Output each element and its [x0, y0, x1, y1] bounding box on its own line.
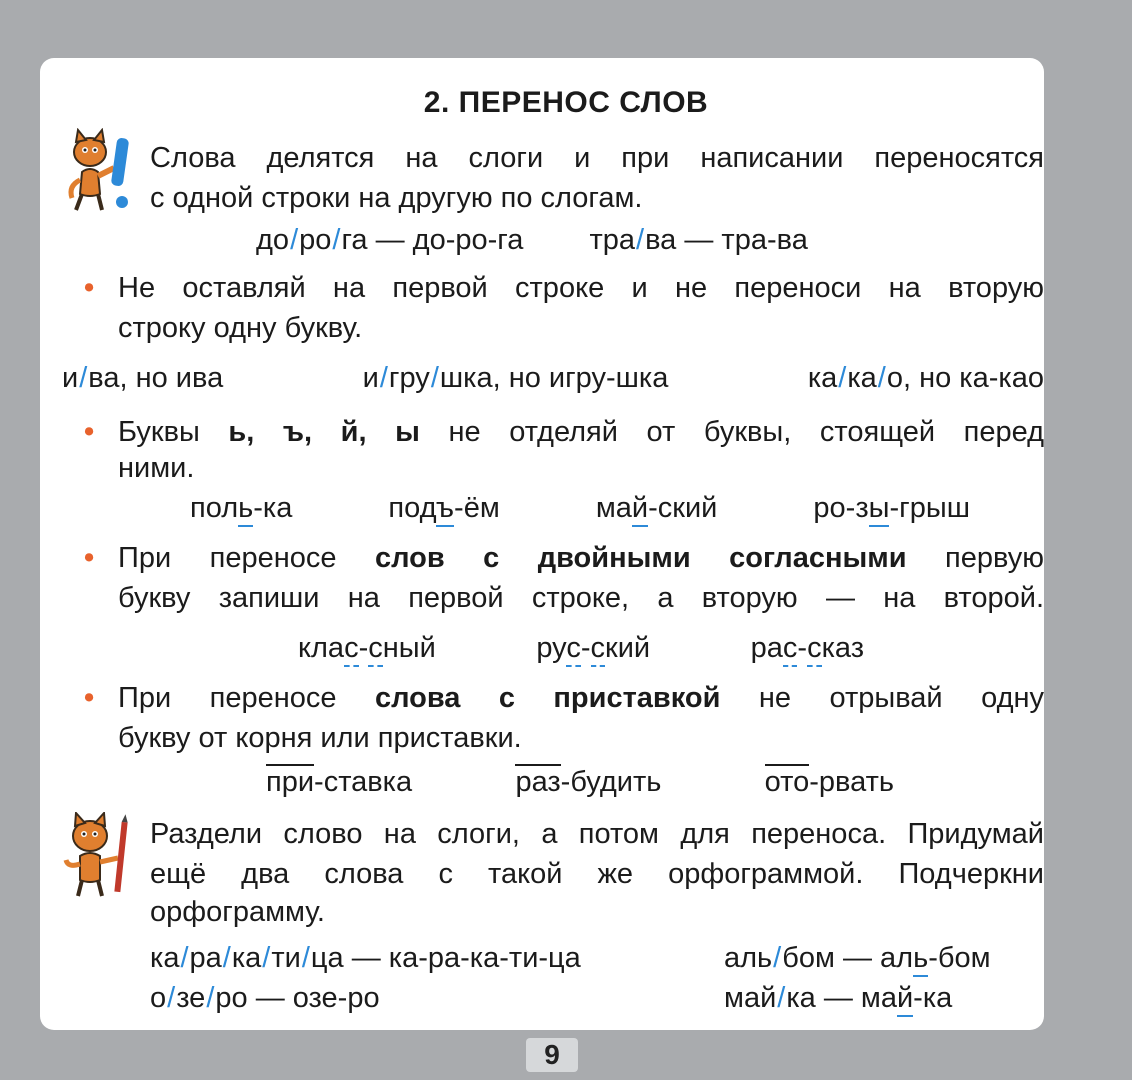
word-part: и — [62, 362, 79, 394]
slash-mark: / — [332, 224, 341, 256]
example-syllables — [256, 224, 808, 256]
word-part: май — [724, 982, 777, 1014]
bold-letters: ь, ъ, й, ы — [228, 416, 420, 448]
text-part: Буквы — [118, 416, 229, 448]
word-part: -ка — [253, 492, 293, 524]
text-part: не отрывай одну — [720, 682, 1044, 714]
example-mayskiy — [596, 492, 718, 524]
slash-mark: / — [301, 942, 310, 974]
word-part: ка — [150, 942, 180, 974]
word-part: о — [150, 982, 167, 1014]
underlined-letter: й — [897, 982, 913, 1017]
word-part: — ал — [834, 942, 914, 974]
text-part: первую — [906, 542, 1044, 574]
word-part: кий — [605, 632, 651, 664]
bullet2-text-1 — [118, 416, 1044, 448]
word-part: ка — [231, 942, 262, 974]
example-single-letter — [62, 362, 1044, 394]
underlined-letter: с — [566, 632, 581, 667]
word-part: ти — [271, 942, 301, 974]
bullet1-line-1 — [118, 272, 1044, 304]
task-text-2: ещё два слова с такой же орфограммой. Подчеркни — [150, 858, 1044, 890]
underlined-letter: с — [344, 632, 359, 667]
page-number: 9 — [526, 1038, 578, 1072]
underlined-letter: с — [368, 632, 383, 667]
bullet2-line-1 — [118, 416, 1044, 448]
word-part: аль — [724, 942, 773, 974]
word-part: -будить — [560, 766, 662, 798]
example-klassnyy — [298, 632, 436, 664]
example-russkiy — [536, 632, 650, 664]
word-part: ро — [299, 224, 332, 256]
bullet3-text-2: букву запиши на первой строке, а вторую — на второй. — [118, 582, 1044, 614]
word-part: ма — [595, 492, 632, 524]
slash-mark: / — [167, 982, 176, 1014]
word-part: до — [256, 224, 290, 256]
bold-phrase: слов с двойными согласными — [374, 542, 907, 574]
word-part: -ский — [648, 492, 718, 524]
word-part: зе — [176, 982, 206, 1014]
rule-line-2: с одной строки на другую по слогам. — [150, 182, 643, 214]
bullet-marker: • — [84, 416, 95, 448]
answer-karakatitsa — [150, 942, 581, 974]
word-part: ный — [382, 632, 436, 664]
prefix-overlined: ото — [764, 766, 810, 798]
word-part: — ма — [815, 982, 897, 1014]
example-polka — [190, 492, 292, 524]
answer-mayka — [724, 982, 952, 1014]
bullet4-line-1 — [118, 682, 1044, 714]
underlined-letter: й — [632, 492, 648, 527]
bullet3-line-2 — [118, 582, 1044, 614]
word-part: шка, но игру-шка — [439, 362, 669, 394]
underlined-letter: ъ — [436, 492, 454, 527]
slash-mark: / — [777, 982, 786, 1014]
underlined-letter: ы — [869, 492, 890, 527]
bullet2-line-2: ними. — [118, 452, 195, 484]
slash-mark: / — [877, 362, 886, 394]
example-razbudit — [515, 766, 661, 798]
word-part: гру — [388, 362, 430, 394]
slash-mark: / — [206, 982, 215, 1014]
word-part: ру — [536, 632, 567, 664]
underlined-letter: с — [783, 632, 798, 667]
slash-mark: / — [222, 942, 231, 974]
task-text-1: Раздели слово на слоги, а потом для переноса. Придумай — [150, 818, 1044, 850]
example-prefixes — [266, 766, 894, 798]
word-part: о, но ка-као — [886, 362, 1044, 394]
bold-phrase: слова с приставкой — [374, 682, 721, 714]
word-part: бом — [782, 942, 835, 974]
bullet-marker: • — [84, 542, 95, 574]
bullet1-line-2: строку одну букву. — [118, 312, 363, 344]
example-igrushka — [363, 362, 669, 394]
bullet4-text-1 — [118, 682, 1044, 714]
word-part: ва, но ива — [88, 362, 224, 394]
word-part: ка — [807, 362, 838, 394]
bullet-marker: • — [84, 682, 95, 714]
word-part: - — [797, 632, 808, 664]
slash-mark: / — [636, 224, 645, 256]
bullet4-line-2: букву от корня или приставки. — [118, 722, 522, 754]
prefix-overlined: раз — [515, 766, 561, 798]
slash-mark: / — [379, 362, 388, 394]
example-otorvat — [765, 766, 894, 798]
bullet3-text-1 — [118, 542, 1044, 574]
rule-line-1 — [150, 142, 1044, 174]
text-part: При переносе — [118, 542, 375, 574]
bullet-marker: • — [84, 272, 95, 304]
bullet1-text-1: Не оставляй на первой строке и не переноси на вторую — [118, 272, 1044, 304]
text-part: не отделяй от буквы, стоящей перед — [419, 416, 1045, 448]
word-hyphenated: — до-ро-га — [367, 224, 524, 256]
word-part: - — [358, 632, 369, 664]
word-part: -ём — [454, 492, 500, 524]
answer-albom — [724, 942, 991, 974]
word-part: под — [388, 492, 436, 524]
task-line-3: орфограмму. — [150, 896, 325, 928]
word-part: ра — [189, 942, 222, 974]
task-line-2 — [150, 858, 1044, 890]
word-part: ра — [750, 632, 783, 664]
word-part: -грыш — [889, 492, 970, 524]
example-podyom — [388, 492, 499, 524]
prefix-overlined: при — [266, 766, 315, 798]
slash-mark: / — [180, 942, 189, 974]
cat-exclamation-icon — [64, 128, 140, 214]
word-part: ва — [645, 224, 677, 256]
task-line-1 — [150, 818, 1044, 850]
word-hyphenated: — тра-ва — [676, 224, 808, 256]
example-pristavka — [266, 766, 412, 798]
slash-mark: / — [79, 362, 88, 394]
rule-text-1: Слова делятся на слоги и при написании переносятся — [150, 142, 1044, 174]
example-rozygrysh — [813, 492, 970, 524]
word-part: ка — [786, 982, 816, 1014]
word-part: ро — [215, 982, 248, 1014]
example-soft-signs — [190, 492, 970, 524]
example-double-consonants — [298, 632, 864, 664]
word-part: ро-з — [813, 492, 869, 524]
page-title: 2. ПЕРЕНОС СЛОВ — [423, 86, 709, 119]
word-part: ка — [847, 362, 877, 394]
underlined-letter: с — [807, 632, 822, 667]
bullet3-line-1 — [118, 542, 1044, 574]
word-part: га — [341, 224, 368, 256]
underlined-letter: ь — [238, 492, 253, 527]
example-rasskaz — [751, 632, 864, 664]
word-hyphenated: — озе-ро — [247, 982, 380, 1014]
word-hyphenated: — ка-ра-ка-ти-ца — [343, 942, 581, 974]
underlined-letter: с — [591, 632, 606, 667]
word-part: - — [580, 632, 591, 664]
example-kakao — [808, 362, 1044, 394]
example-iva — [62, 362, 223, 394]
word-part: -ставка — [314, 766, 413, 798]
cat-pencil-icon — [62, 812, 138, 900]
word-part: -ка — [913, 982, 953, 1014]
word-part: каз — [821, 632, 864, 664]
slash-mark: / — [773, 942, 782, 974]
word-part: ца — [310, 942, 344, 974]
word-part: и — [362, 362, 379, 394]
answer-ozero — [150, 982, 380, 1014]
slash-mark: / — [290, 224, 299, 256]
slash-mark: / — [838, 362, 847, 394]
text-part: При переносе — [118, 682, 375, 714]
word-part: тра — [589, 224, 636, 256]
slash-mark: / — [430, 362, 439, 394]
word-part: пол — [190, 492, 239, 524]
word-part: -рвать — [809, 766, 894, 798]
word-part: -бом — [928, 942, 991, 974]
word-part: кла — [298, 632, 345, 664]
underlined-letter: ь — [913, 942, 928, 977]
slash-mark: / — [262, 942, 271, 974]
